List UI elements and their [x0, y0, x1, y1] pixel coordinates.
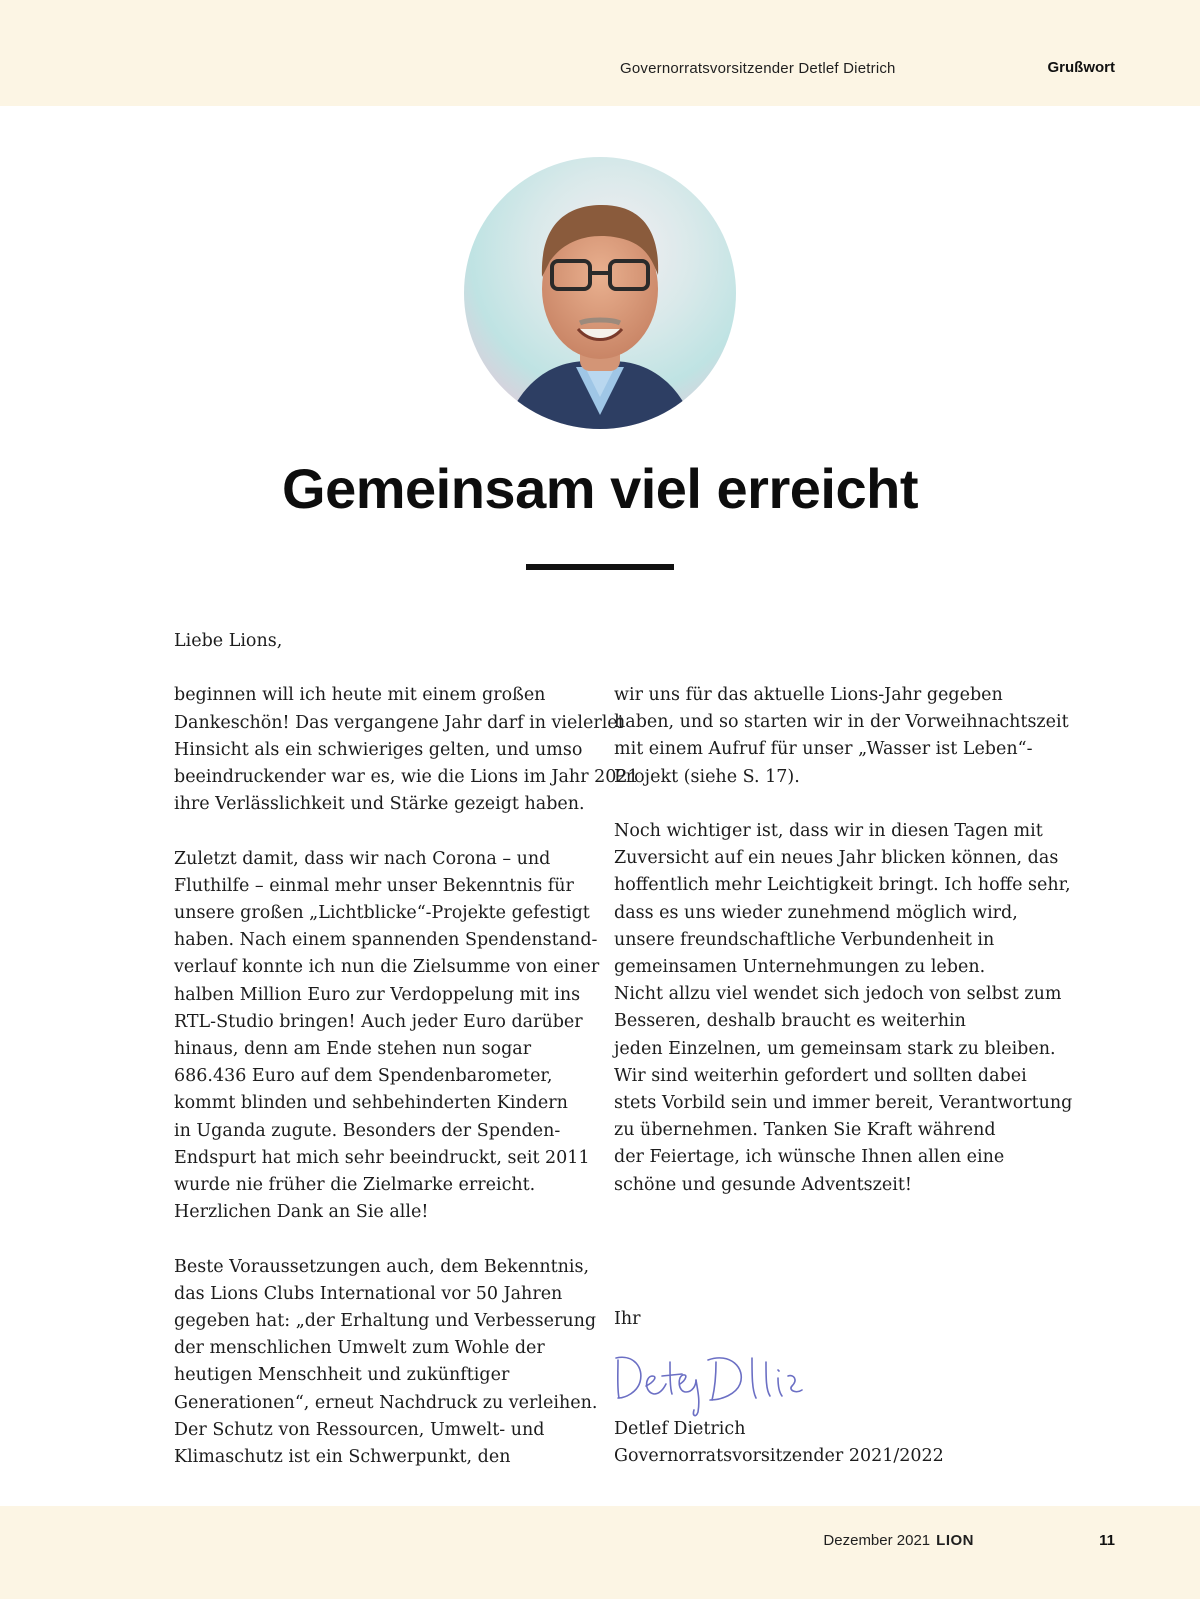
paragraph: [614, 682, 1069, 791]
text-line: Generationen“, erneut Nachdruck zu verleihen.: [174, 1392, 598, 1413]
text-line: schöne und gesunde Adventszeit!: [614, 1174, 912, 1195]
text-line: mit einem Aufruf für unser „Wasser ist Leben“-: [614, 739, 1033, 760]
author-portrait: [464, 157, 736, 429]
handwritten-signature-image: [612, 1340, 812, 1420]
text-line: in Uganda zugute. Besonders der Spenden-: [174, 1120, 561, 1141]
text-line: gegeben hat: „der Erhaltung und Verbesserung: [174, 1311, 597, 1332]
text-line: wir uns für das aktuelle Lions-Jahr gegeben: [614, 685, 1003, 705]
text-line: ihre Verlässlichkeit und Stärke gezeigt haben.: [174, 794, 585, 815]
text-line: der Feiertage, ich wünsche Ihnen allen eine: [614, 1147, 1005, 1168]
text-line: Besseren, deshalb braucht es weiterhin: [614, 1011, 966, 1032]
text-line: der menschlichen Umwelt zum Wohle der: [174, 1338, 545, 1359]
text-line: wurde nie früher die Zielmarke erreicht.: [174, 1175, 536, 1196]
text-line: hoffentlich mehr Leichtigkeit bringt. Ich hoffe sehr,: [614, 875, 1071, 896]
signer-role: Governorratsvorsitzender 2021/2022: [614, 1446, 944, 1467]
text-line: Zuletzt damit, dass wir nach Corona – und: [174, 848, 551, 869]
text-line: heutigen Menschheit und zukünftiger: [174, 1365, 510, 1386]
text-line: Endspurt hat mich sehr beeindruckt, seit 2011: [174, 1147, 590, 1168]
portrait-photo-image: [464, 157, 736, 429]
header-section-label: Grußwort: [1047, 59, 1115, 76]
article-left-column: [174, 628, 639, 1471]
paragraph: [174, 1254, 598, 1472]
text-line: beginnen will ich heute mit einem großen: [174, 685, 546, 706]
paragraph: [174, 682, 639, 818]
text-line: Hinsicht als ein schwieriges gelten, und umso: [174, 739, 583, 760]
text-line: Herzlichen Dank an Sie alle!: [174, 1202, 429, 1223]
text-line: Fluthilfe – einmal mehr unser Bekenntnis für: [174, 875, 574, 896]
article-right-column: [614, 682, 1073, 1199]
text-line: verlauf konnte ich nun die Zielsumme von einer: [174, 957, 600, 978]
text-line: Klimaschutz ist ein Schwerpunkt, den: [174, 1447, 511, 1468]
paragraph: [174, 846, 600, 1227]
footer-issue: [823, 1532, 974, 1549]
header-author: Governorratsvorsitzender Detlef Dietrich: [620, 60, 896, 77]
text-line: unsere freundschaftliche Verbundenheit in: [614, 929, 995, 950]
header-band: [0, 0, 1200, 106]
text-line: zu übernehmen. Tanken Sie Kraft während: [614, 1120, 996, 1141]
text-line: RTL-Studio bringen! Auch jeder Euro darüber: [174, 1011, 583, 1032]
text-line: stets Vorbild sein und immer bereit, Verantwortung: [614, 1093, 1073, 1114]
text-line: beeindruckender war es, wie die Lions im Jahr 2021: [174, 767, 639, 787]
page-number: 11: [1099, 1532, 1115, 1549]
text-line: unsere großen „Lichtblicke“-Projekte gefestigt: [174, 903, 590, 923]
text-line: hinaus, denn am Ende stehen nun sogar: [174, 1039, 532, 1060]
magazine-name: LION: [936, 1532, 974, 1549]
text-line: Wir sind weiterhin gefordert und sollten dabei: [614, 1065, 1027, 1086]
signer-name: Detlef Dietrich: [614, 1419, 746, 1439]
salutation: Liebe Lions,: [174, 631, 283, 651]
title-underline-rule: [526, 564, 674, 570]
paragraph: [614, 818, 1073, 1199]
text-line: Nicht allzu viel wendet sich jedoch von selbst zum: [614, 984, 1062, 1005]
text-line: Projekt (siehe S. 17).: [614, 766, 800, 787]
text-line: Noch wichtiger ist, dass wir in diesen Tagen mit: [614, 821, 1043, 841]
text-line: dass es uns wieder zunehmend möglich wird,: [614, 902, 1018, 923]
text-line: kommt blinden und sehbehinderten Kindern: [174, 1093, 568, 1114]
text-line: Der Schutz von Ressourcen, Umwelt- und: [174, 1419, 545, 1440]
issue-date: Dezember 2021: [823, 1532, 931, 1549]
text-line: gemeinsamen Unternehmungen zu leben.: [614, 957, 986, 978]
text-line: Beste Voraussetzungen auch, dem Bekenntnis,: [174, 1256, 590, 1277]
text-line: jeden Einzelnen, um gemeinsam stark zu bleiben.: [614, 1038, 1056, 1059]
closing-word: Ihr: [614, 1309, 641, 1329]
text-line: das Lions Clubs International vor 50 Jahren: [174, 1283, 563, 1304]
text-line: Dankeschön! Das vergangene Jahr darf in vielerlei: [174, 712, 624, 733]
footer-band: [0, 1506, 1200, 1599]
text-line: haben. Nach einem spannenden Spendenstand-: [174, 930, 598, 951]
signer-block: [614, 1416, 944, 1470]
text-line: haben, und so starten wir in der Vorweihnachtszeit: [614, 712, 1069, 733]
article-title: Gemeinsam viel erreicht: [282, 457, 918, 520]
text-line: halben Million Euro zur Verdoppelung mit ins: [174, 984, 581, 1005]
text-line: Zuversicht auf ein neues Jahr blicken können, das: [614, 848, 1059, 869]
text-line: 686.436 Euro auf dem Spendenbarometer,: [174, 1066, 553, 1087]
